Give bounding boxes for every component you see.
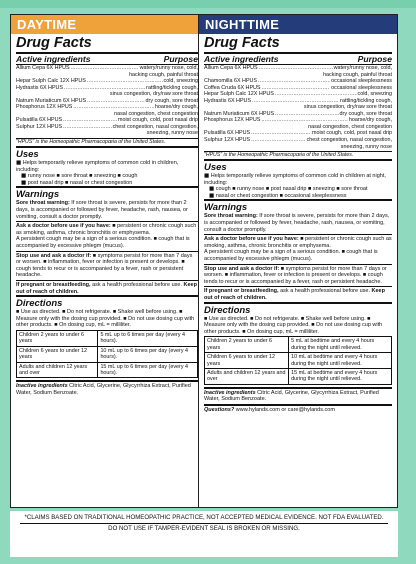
dosing-table [204,336,392,384]
ingredient-name: Coffea Cruda 6X HPUS [204,84,261,91]
ingredient-purpose-continued: sneezing, runny nose [146,130,198,137]
leader-dots [259,65,333,72]
uses-heading: Uses [16,146,198,160]
ingredient-name: Hepar Sulph Calc 12X HPUS [16,78,86,85]
table-row [17,362,198,378]
nighttime-drug-facts [199,34,397,414]
directions-heading: Directions [16,295,198,309]
dosing-amount: 15 mL up to 6 times per day (every 4 hours). [98,362,198,378]
uses-line-2: ■ post nasal drip ■ nasal or chest congestion [21,179,133,186]
directions-text: ■ Use as directed. ■ Do not refrigerate. ■ Shake well before using. ■ Measure only with the dosing cup provided. ■ Do not use dosing cup with other products. ■ On dosing cup, mL = milliliter. [16,309,195,329]
ingredient-purpose: rattling/tickling cough, [340,97,392,104]
ingredient-name: Allium Cepa 6X HPUS [16,65,70,71]
persistent-cough-note: A persistent cough may be a sign of a serious condition. ■ cough that is accompanied by excessive phlegm (mucus). [16,236,190,249]
ingredient-row [16,65,198,72]
ingredient-name: Sulphur 12X HPUS [204,137,251,144]
dosing-amount: 15 mL at bedtime and every 4 hours during the night until relieved. [289,369,392,385]
ingredient-purpose-continued: sinus congestion, dry/raw sore throat [109,91,198,98]
hpus-note: "HPUS" is the Homeopathic Pharmacopœia of the United States. [16,138,198,146]
ask-doctor-warning: Ask a doctor before use if you have: ■ persistent or chronic cough such as smoking, asthma, chronic bronchitis or emphysema. [204,236,392,249]
daytime-panel [10,14,204,508]
ask-doctor-warning: Ask a doctor before use if you have: ■ persistent or chronic cough such as smoking, asthma, chronic bronchitis or emphysema. [16,223,197,236]
pregnancy-warning: If pregnant or breastfeeding, ask a health professional before use. Keep out of reach of children. [16,281,197,295]
ingredient-purpose: cold, sneezing [357,91,392,98]
table-row [205,337,392,353]
drug-facts-title: Drug Facts [204,35,392,54]
table-row [205,369,392,385]
ingredient-name: Hydrastis 6X HPUS [16,84,64,91]
ingredient-name: Sulphur 12X HPUS [16,123,63,130]
dosing-age: Children 6 years to under 12 years [17,346,98,362]
uses-line-1: ■ runny nose ■ sore throat ■ sneezing ■ cough [21,173,138,180]
ingredient-name: Hepar Sulph Calc 12X HPUS [204,91,274,98]
leader-dots [63,124,111,131]
pregnancy-warning: If pregnant or breastfeeding, ask a health professional before use. Keep out of reach of children. [204,286,392,301]
leader-dots [71,65,139,72]
ingredient-purpose: hoarse/dry cough, [154,104,198,111]
directions-text: ■ Use as directed. ■ Do not refrigerate. ■ Shake well before using. ■ Measure only with the dosing cup provided. ■ Do not use dosing cup with other products. ■ On dosing cup, mL = milliliter. [204,315,383,335]
warnings-heading: Warnings [16,186,198,200]
directions-heading: Directions [204,302,392,316]
ingredient-purpose-continued: nasal congestion, chest congestion [308,123,392,130]
ingredient-purpose: hoarse/dry cough, [348,117,392,124]
ingredient-purpose: dry cough, sore throat [145,97,198,104]
ingredient-purpose: chest congestion, nasal congestion, [112,123,198,130]
ingredient-purpose-continued: sneezing, runny nose [340,143,392,150]
nighttime-header: NIGHTTIME [199,15,397,34]
dosing-amount: 5 mL at bedtime and every 4 hours during the night until relieved. [289,337,392,353]
ingredient-purpose: rattling/tickling cough, [146,84,198,91]
active-ingredients-label: Active ingredients [16,54,91,64]
ingredient-purpose: chest congestion, nasal congestion, [306,137,392,144]
ingredient-name: Allium Cepa 6X HPUS [204,65,258,71]
ingredient-name: Natrum Muriaticum 6X HPUS [16,97,87,104]
dosing-amount: 10 mL at bedtime and every 4 hours during the night until relieved. [289,353,392,369]
ingredient-purpose: occasional sleeplessness [331,84,392,91]
table-row [17,346,198,362]
ingredient-name: Pulsatilla 6X HPUS [16,117,63,124]
active-ingredients-heading [16,54,198,65]
ingredient-purpose-continued: nasal congestion, chest congestion [114,110,198,117]
dosing-amount: 5 mL up to 6 times per day (every 4 hours). [98,330,198,346]
table-row [205,353,392,369]
ingredient-purpose-continued: hacking cough, painful throat [129,71,198,78]
uses-line-2: ■ nasal or chest congestion ■ occasional sleeplessness [209,192,347,199]
ingredient-purpose: cold, sneezing [163,78,198,85]
dosing-amount: 10 mL up to 6 times per day (every 4 hours). [98,346,198,362]
stop-use-warning: Stop use and ask a doctor if: ■ symptoms persist for more than 7 days or worsen. ■ inflammation, fever or infection is present or develops. ■ cough tends to recur or is accompanied by a fever, rash or persistent headache. [204,264,392,286]
dosing-age: Adults and children 12 years and over [205,369,289,385]
uses-heading: Uses [204,159,392,173]
ingredient-name: Phosphorus 12X HPUS [16,104,73,111]
ingredient-row [204,117,392,124]
dosing-age: Adults and children 12 years and over [17,362,98,378]
footer-disclaimer [10,511,398,557]
ingredient-purpose: moist cough, cold, post nasal drip [117,117,198,124]
uses-intro: ■ Helps temporarily relieve symptoms of common cold in children, including: [16,160,179,173]
ingredient-name: Pulsatilla 6X HPUS [204,130,251,137]
claims-disclaimer: *CLAIMS BASED ON TRADITIONAL HOMEOPATHIC PRACTICE, NOT ACCEPTED MEDICAL EVIDENCE. NOT FDA EVALUATED. [24,514,384,521]
ingredient-row [204,65,392,72]
dosing-age: Children 2 years to under 6 years [205,337,289,353]
daytime-header: DAYTIME [11,15,203,34]
uses-intro: ■ Helps temporarily relieve symptoms of common cold in children at night, including: [204,173,386,186]
active-ingredients-label: Active ingredients [204,54,279,64]
dosing-age: Children 2 years to under 6 years [17,330,98,346]
purpose-label: Purpose [357,54,392,64]
uses-line-1: ■ cough ■ runny nose ■ post nasal drip ■ sneezing ■ sore throat [209,186,368,193]
ingredient-list [16,65,198,137]
purpose-label: Purpose [163,54,198,64]
ingredient-purpose: moist cough, cold, post nasal drip [311,130,392,137]
ingredient-name: Chamomilla 6X HPUS [204,78,258,85]
questions-line: Questions? www.hylands.com or care@hylands.com [204,404,392,414]
leader-dots [261,117,348,124]
inactive-ingredients: Inactive ingredients Citric Acid, Glycerine, Glycyrrhiza Extract, Purified Water, Sodium Benzoate. [16,380,198,396]
warnings-heading: Warnings [204,199,392,213]
hpus-note: "HPUS" is the Homeopathic Pharmacopœia of the United States. [204,151,392,159]
leader-dots [251,137,305,144]
ingredient-name: Phosphorus 12X HPUS [204,117,261,124]
inactive-ingredients: Inactive ingredients Citric Acid, Glycerine, Glycyrrhiza Extract, Purified Water, Sodium Benzoate. [204,387,392,403]
dosing-age: Children 6 years to under 12 years [205,353,289,369]
ingredient-purpose: dry cough, sore throat [339,110,392,117]
table-row [17,330,198,346]
ingredient-purpose-continued: sinus congestion, dry/raw sore throat [303,104,392,111]
dosing-table [16,330,198,378]
ingredient-row [204,137,392,144]
ingredient-name: Natrum Muriaticum 6X HPUS [204,110,275,117]
tamper-warning: DO NOT USE IF TAMPER-EVIDENT SEAL IS BROKEN OR MISSING. [20,523,388,533]
nighttime-panel [198,14,398,508]
ingredient-purpose: watery/runny nose, cold, [333,65,392,71]
stop-use-warning: Stop use and ask a doctor if: ■ symptoms persist for more than 7 days or worsen. ■ inflammation, fever or infection is present or develops. ■ cough tends to recur or is accompanied by a fever, rash or persistent headache. [16,251,198,279]
package-top-strip [0,0,416,8]
persistent-cough-note: A persistent cough may be a sign of a serious condition. ■ cough that is accompanied by excessive phlegm (mucus). [204,249,378,263]
ingredient-purpose: watery/runny nose, cold, [139,65,198,71]
ingredient-list [204,65,392,150]
ingredient-row [16,104,198,111]
sore-throat-warning: Sore throat warning: If sore throat is severe, persists for more than 2 days, is accompanied or followed by fever, headache, rash, nausea, or vomiting, consult a doctor promptly. [16,200,188,220]
drug-facts-title: Drug Facts [16,35,198,54]
leader-dots [73,104,154,111]
active-ingredients-heading [204,54,392,65]
ingredient-name: Hydrastis 6X HPUS [204,97,252,104]
sore-throat-warning: Sore throat warning: If sore throat is severe, persists for more than 2 days, is accompanied or followed by fever, headache, rash, nausea, or vomiting, consult a doctor promptly. [204,213,390,233]
ingredient-purpose: occasional sleeplessness [331,78,392,85]
daytime-drug-facts [11,34,203,397]
ingredient-purpose-continued: hacking cough, painful throat [323,71,392,78]
